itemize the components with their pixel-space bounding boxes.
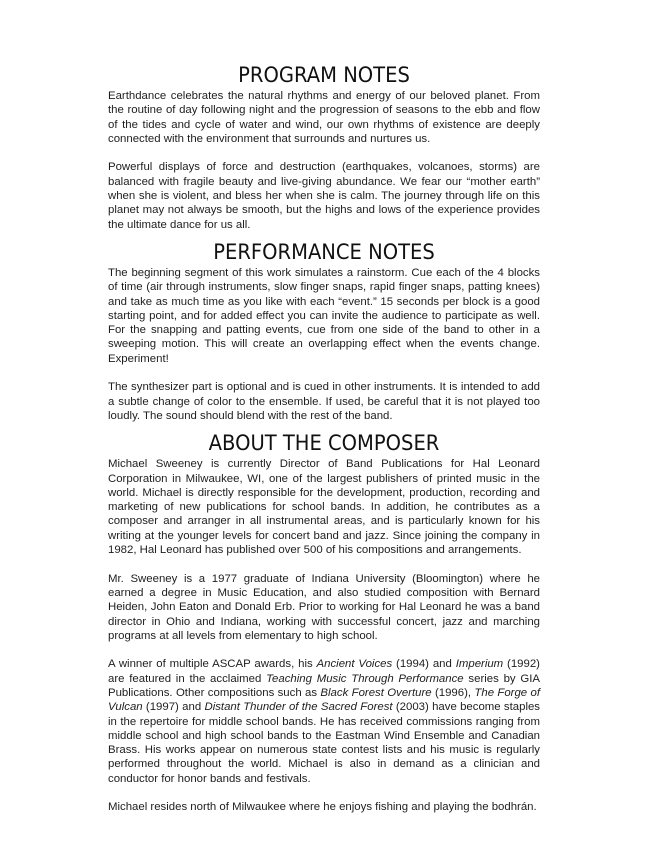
work-title-black-forest-overture: Black Forest Overture: [320, 686, 432, 699]
about-composer-paragraph-1: Michael Sweeney is currently Director of Band Publications for Hal Leonard Corporation in Milwaukee, WI, one of the largest publishers of printed music in the world. Michael is directly responsible for the development, production, recording and marketing of new publications for school bands. In addition, he contributes as a composer and arranger in all instrumental areas, and is particularly known for his writing at the younger levels for concert band and jazz. Since joining the company in 1982, Hal Leonard has published over 500 of his compositions and arrangements.: [108, 458, 540, 557]
program-notes-paragraph-1: Earthdance celebrates the natural rhythms and energy of our beloved planet. From the routine of day following night and the progression of seasons to the ebb and flow of the tides and cycle of water and wind, our own rhythms of existence are deeply connected with the environment that surrounds and nurtures us.: [108, 90, 540, 145]
performance-notes-paragraph-1: The beginning segment of this work simulates a rainstorm. Cue each of the 4 blocks of time (air through instruments, slow finger snaps, rapid finger snaps, patting knees) and take as much time as you like with each “event.” 15 seconds per block is a good starting point, and for added effect you can invite the audience to participate as well. For the snapping and patting events, cue from one side of the band to other in a sweeping motion. This will create an overlapping effect when the events change. Experiment!: [108, 266, 540, 365]
text-run: (2003) have become staples in the repertoire for middle school bands. He has received commissions ranging from middle school and high school bands to the Eastman Wind Ensemble and Canadian Brass. His works appear on numerous state contest lists and his music is regularly performed throughout the world. Michael is also in demand as a clinician and conductor for honor bands and festivals.: [108, 701, 541, 785]
work-title-ancient-voices: Ancient Voices: [316, 658, 393, 671]
performance-notes-heading: PERFORMANCE NOTES: [213, 239, 435, 264]
about-composer-paragraph-2: Mr. Sweeney is a 1977 graduate of Indiana University (Bloomington) where he earned a degree in Music Education, and also studied composition with Bernard Heiden, John Eaton and Donald Erb. Prior to working for Hal Leonard he was a band director in Ohio and Indiana, working with successful concert, jazz and marching programs at all levels from elementary to high school.: [108, 572, 540, 642]
program-notes-section: [108, 62, 540, 232]
document-page: [108, 62, 540, 815]
program-notes-paragraph-2: Powerful displays of force and destruction (earthquakes, volcanoes, storms) are balanced with fragile beauty and live-giving abundance. We fear our “mother earth” when she is violent, and bless her when she is calm. The journey through life on this planet may not always be smooth, but the highs and lows of the experience provides the ultimate dance for us all.: [108, 161, 540, 231]
text-run: (1992) are featured in the acclaimed: [108, 658, 540, 685]
text-run: A winner of multiple ASCAP awards, his: [108, 658, 317, 671]
text-run: (1996),: [431, 686, 475, 699]
about-composer-paragraph-4: Michael resides north of Milwaukee where he enjoys fishing and playing the bodhrán.: [108, 801, 537, 814]
text-run: (1997) and: [142, 701, 205, 714]
series-title-teaching-music: Teaching Music Through Performance: [266, 672, 464, 685]
text-run: (1994) and: [392, 658, 456, 671]
performance-notes-paragraph-2: The synthesizer part is optional and is cued in other instruments. It is intended to add a subtle change of color to the ensemble. If used, be careful that it is not played too loudly. The sound should blend with the rest of the band.: [108, 381, 540, 422]
work-title-forge-of-vulcan: The Forge of Vulcan: [108, 686, 541, 714]
work-title-distant-thunder: Distant Thunder of the Sacred Forest: [204, 701, 393, 714]
performance-notes-section: [108, 239, 540, 423]
work-title-imperium: Imperium: [455, 658, 504, 671]
about-composer-paragraph-3: [108, 657, 540, 786]
about-composer-section: [108, 430, 540, 814]
text-run: series by GIA Publications. Other compositions such as: [108, 672, 540, 699]
about-composer-heading: ABOUT THE COMPOSER: [208, 431, 440, 456]
program-notes-heading: PROGRAM NOTES: [238, 63, 410, 87]
